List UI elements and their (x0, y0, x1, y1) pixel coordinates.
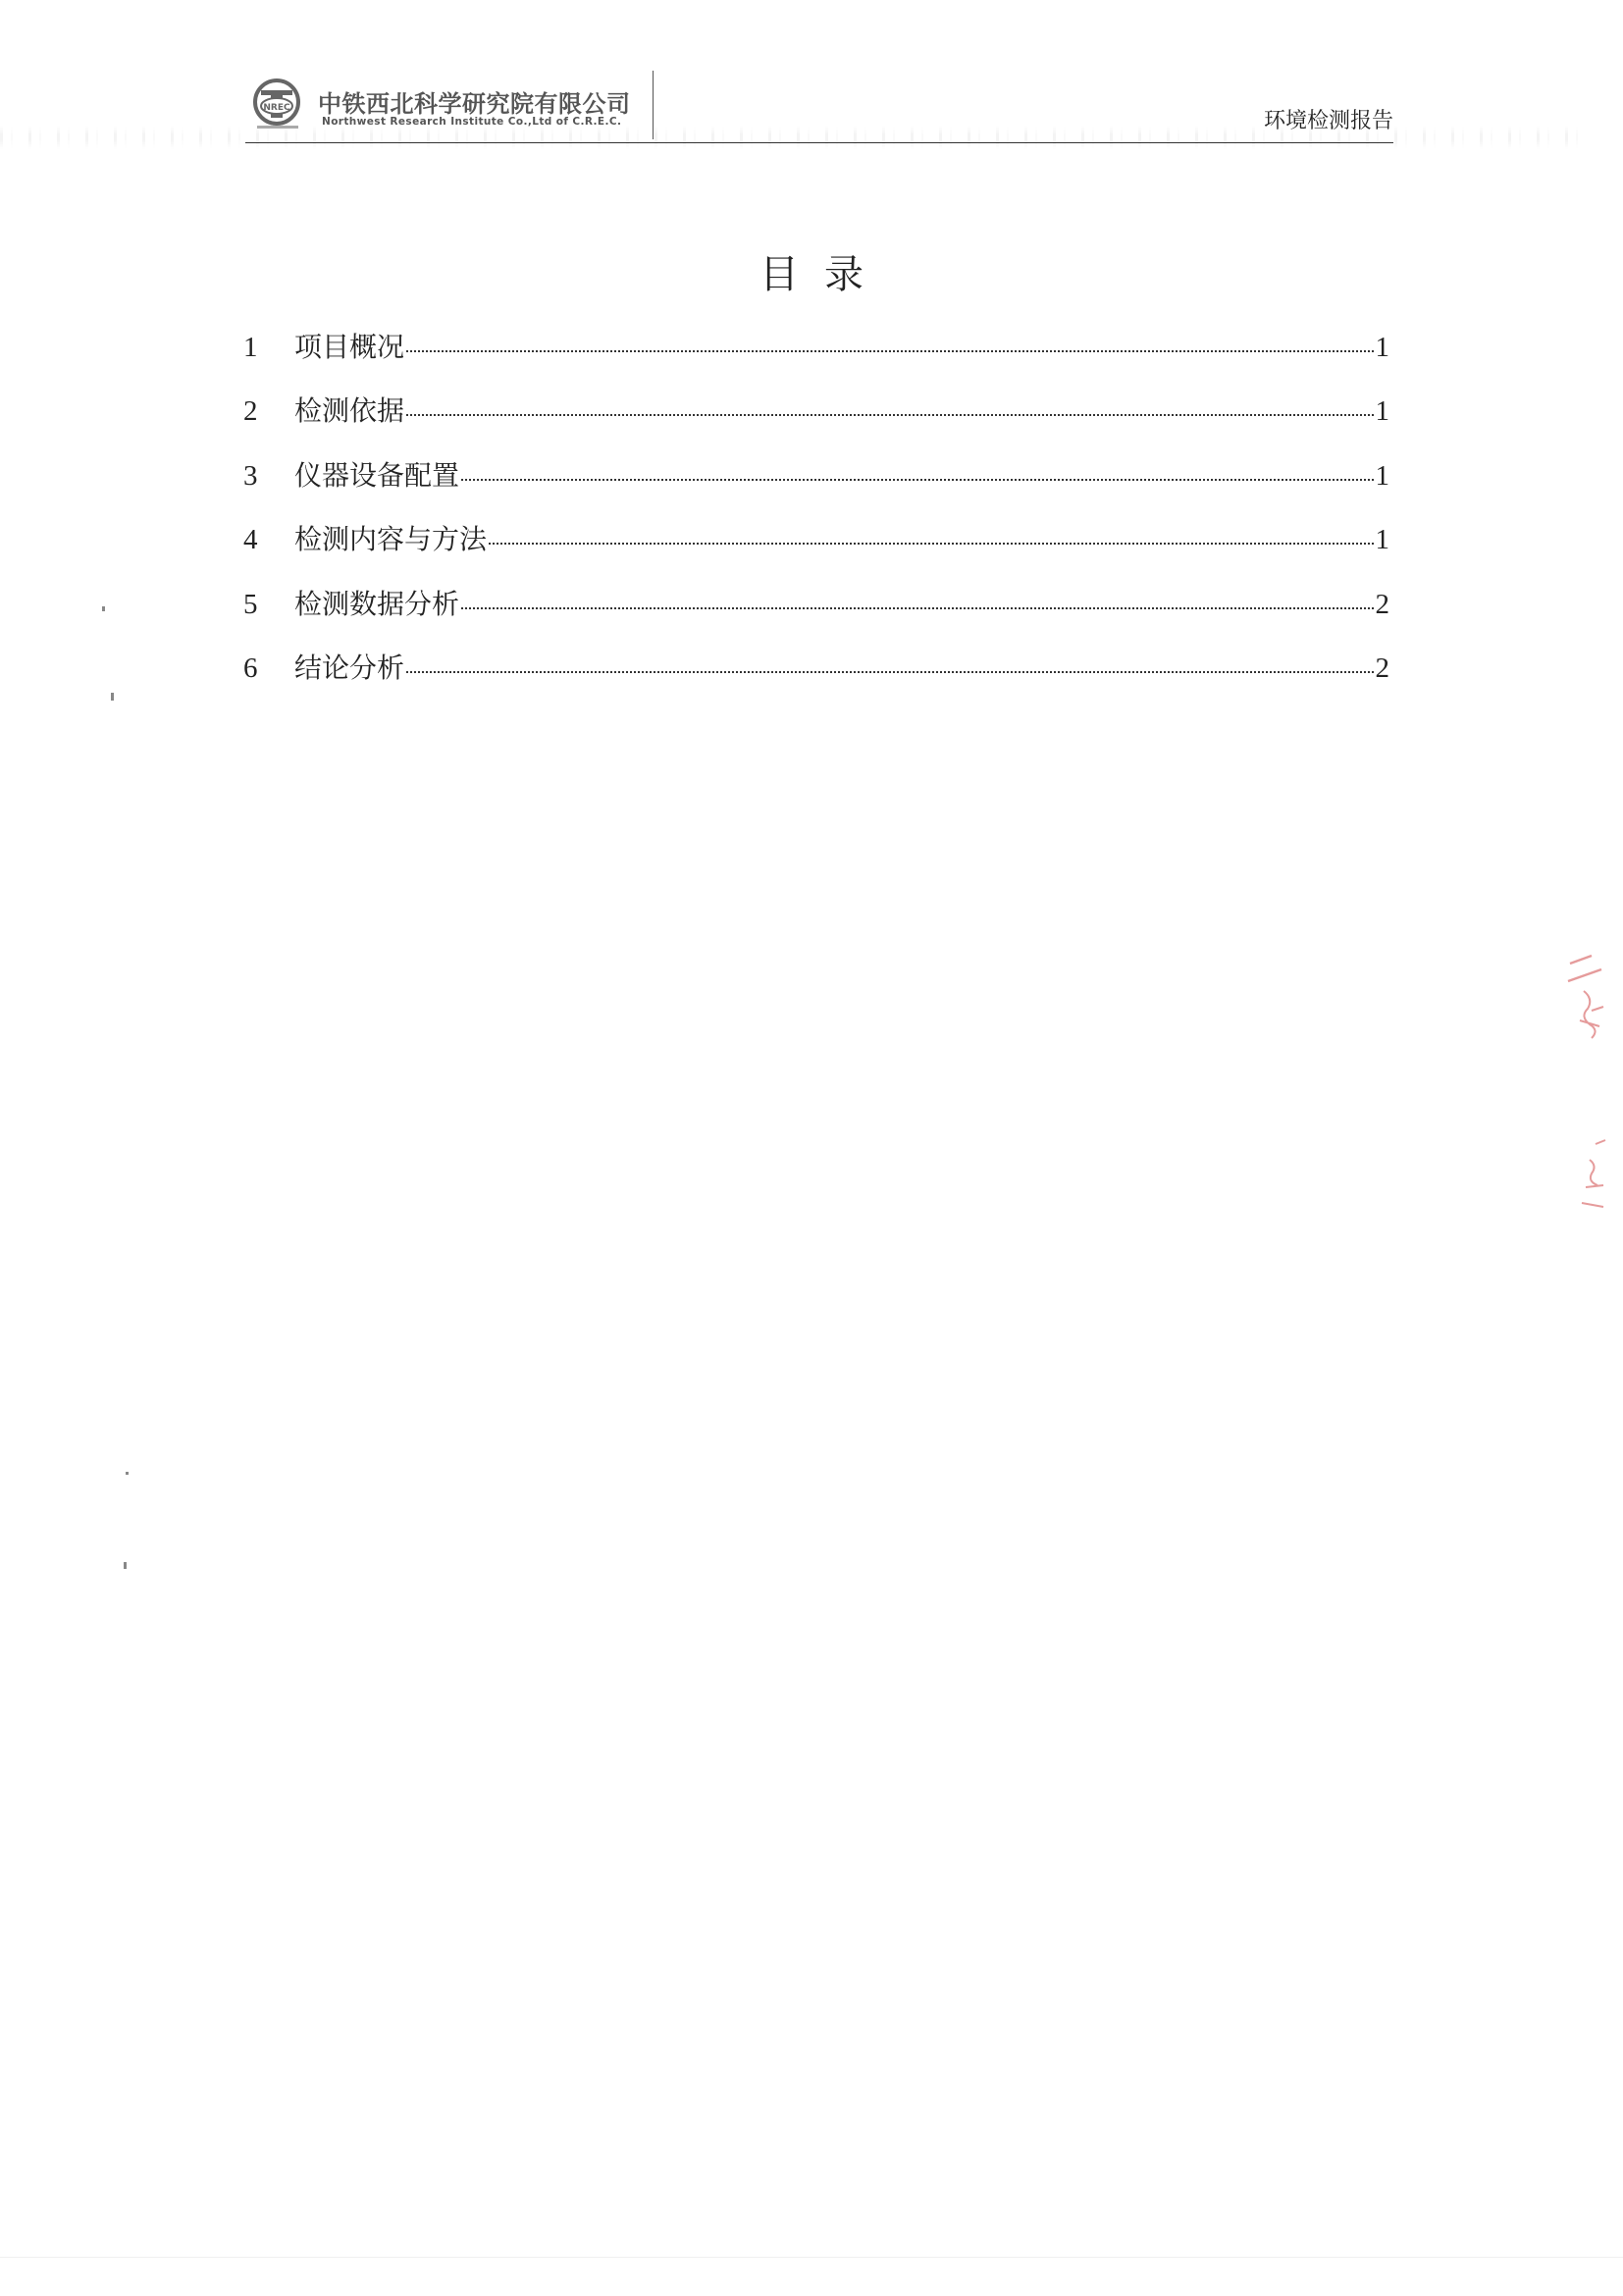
toc-entry-number: 5 (243, 588, 258, 620)
company-name-cn: 中铁西北科学研究院有限公司 (318, 90, 631, 118)
company-logo (247, 77, 314, 135)
toc-entry-label: 检测数据分析 (294, 587, 460, 620)
toc-entry-number: 6 (243, 652, 258, 684)
toc-entry-label: 仪器设备配置 (294, 458, 460, 492)
toc-entry[interactable] (243, 583, 1389, 647)
scan-speck (102, 606, 105, 611)
toc-entry-page: 1 (1375, 524, 1389, 556)
toc-entry-page: 1 (1375, 395, 1389, 428)
toc-entry-label: 检测内容与方法 (294, 523, 488, 556)
header-divider (653, 71, 654, 139)
toc-dot-leader (461, 479, 1373, 481)
page-header (245, 69, 1393, 143)
toc-entry-label: 检测依据 (294, 394, 405, 428)
toc-dot-leader (489, 543, 1373, 545)
scan-speck (126, 1472, 129, 1475)
toc-dot-leader (406, 414, 1373, 416)
scan-speck (111, 693, 114, 701)
toc-entry-page: 2 (1375, 652, 1389, 684)
toc-dot-leader (406, 350, 1373, 352)
toc-dot-leader (406, 671, 1373, 673)
header-rule (245, 142, 1393, 143)
seal-stamp-fragment (1562, 952, 1617, 1285)
logo-text: NREC (263, 103, 290, 113)
toc-dot-leader (461, 607, 1373, 609)
toc-entry-label: 项目概况 (294, 331, 405, 363)
toc-entry[interactable] (243, 454, 1389, 518)
page-bottom-edge (0, 2257, 1623, 2258)
table-of-contents (243, 326, 1389, 710)
toc-entry-label: 结论分析 (294, 651, 405, 684)
toc-entry-number: 2 (243, 395, 258, 428)
scan-speck (124, 1562, 127, 1569)
toc-entry-number: 3 (243, 459, 258, 492)
toc-entry-page: 2 (1375, 588, 1389, 620)
toc-entry[interactable] (243, 390, 1389, 453)
toc-title: 目录 (759, 252, 889, 297)
toc-entry-page: 1 (1375, 459, 1389, 492)
toc-entry[interactable] (243, 326, 1389, 390)
toc-entry-page: 1 (1375, 332, 1389, 363)
toc-entry-number: 1 (243, 332, 258, 363)
report-type: 环境检测报告 (1263, 109, 1393, 133)
toc-entry-number: 4 (243, 524, 258, 556)
toc-entry[interactable] (243, 518, 1389, 582)
company-name-en: Northwest Research Institute Co.,Ltd of C.R.E.C. (322, 116, 622, 128)
toc-entry[interactable] (243, 647, 1389, 710)
